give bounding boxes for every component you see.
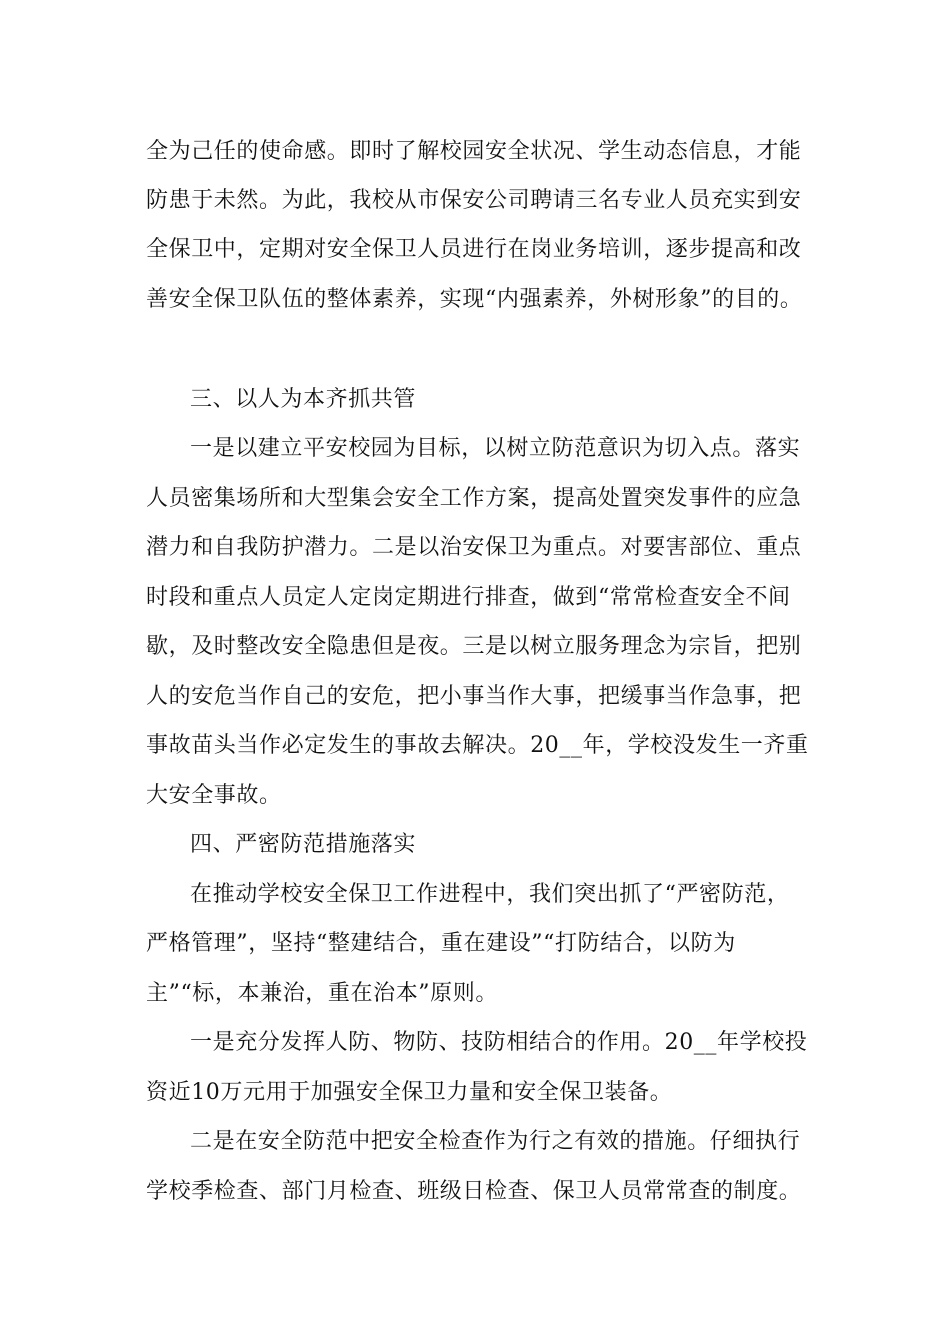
text-line: 全保卫中，定期对安全保卫人员进行在岗业务培训，逐步提高和改 [146,237,802,262]
text-line: 学校季检查、部门月检查、班级日检查、保卫人员常常查的制度。 [146,1179,802,1204]
text-line: 一是以建立平安校园为目标，以树立防范意识为切入点。落实 [190,436,801,461]
text-line: 大安全事故。 [146,783,282,808]
text-line: 资近10万元用于加强安全保卫力量和安全保卫装备。 [146,1080,673,1105]
text-line: 潜力和自我防护潜力。二是以治安保卫为重点。对要害部位、重点 [146,535,802,560]
text-line: 二是在安全防范中把安全检查作为行之有效的措施。仔细执行 [190,1129,801,1154]
text-line: 防患于未然。为此，我校从市保安公司聘请三名专业人员充实到安 [146,188,802,213]
text-line: 人的安危当作自己的安危，把小事当作大事，把缓事当作急事，把 [146,684,802,709]
text-line: 时段和重点人员定人定岗定期进行排查，做到“常常检查安全不间 [146,585,791,610]
text-line: 事故苗头当作必定发生的事故去解决。20__年，学校没发生一齐重 [146,733,809,758]
text-line: 主”“标，本兼治，重在治本”原则。 [146,981,498,1006]
text-line: 人员密集场所和大型集会安全工作方案，提高处置突发事件的应急 [146,486,802,511]
text-line: 严格管理”，坚持“整建结合，重在建设”“打防结合，以防为 [146,931,736,956]
text-line: 歇，及时整改安全隐患但是夜。三是以树立服务理念为宗旨，把别 [146,634,802,659]
text-line: 一是充分发挥人防、物防、技防相结合的作用。20__年学校投 [190,1030,808,1055]
text-line: 在推动学校安全保卫工作进程中，我们突出抓了“严密防范， [190,882,790,907]
section-heading-4: 四、严密防范措施落实 [190,832,417,857]
section-heading-3: 三、以人为本齐抓共管 [190,387,417,412]
text-line: 善安全保卫队伍的整体素养，实现“内强素养，外树形象”的目的。 [146,287,803,312]
text-line: 全为己任的使命感。即时了解校园安全状况、学生动态信息，才能 [146,139,802,164]
